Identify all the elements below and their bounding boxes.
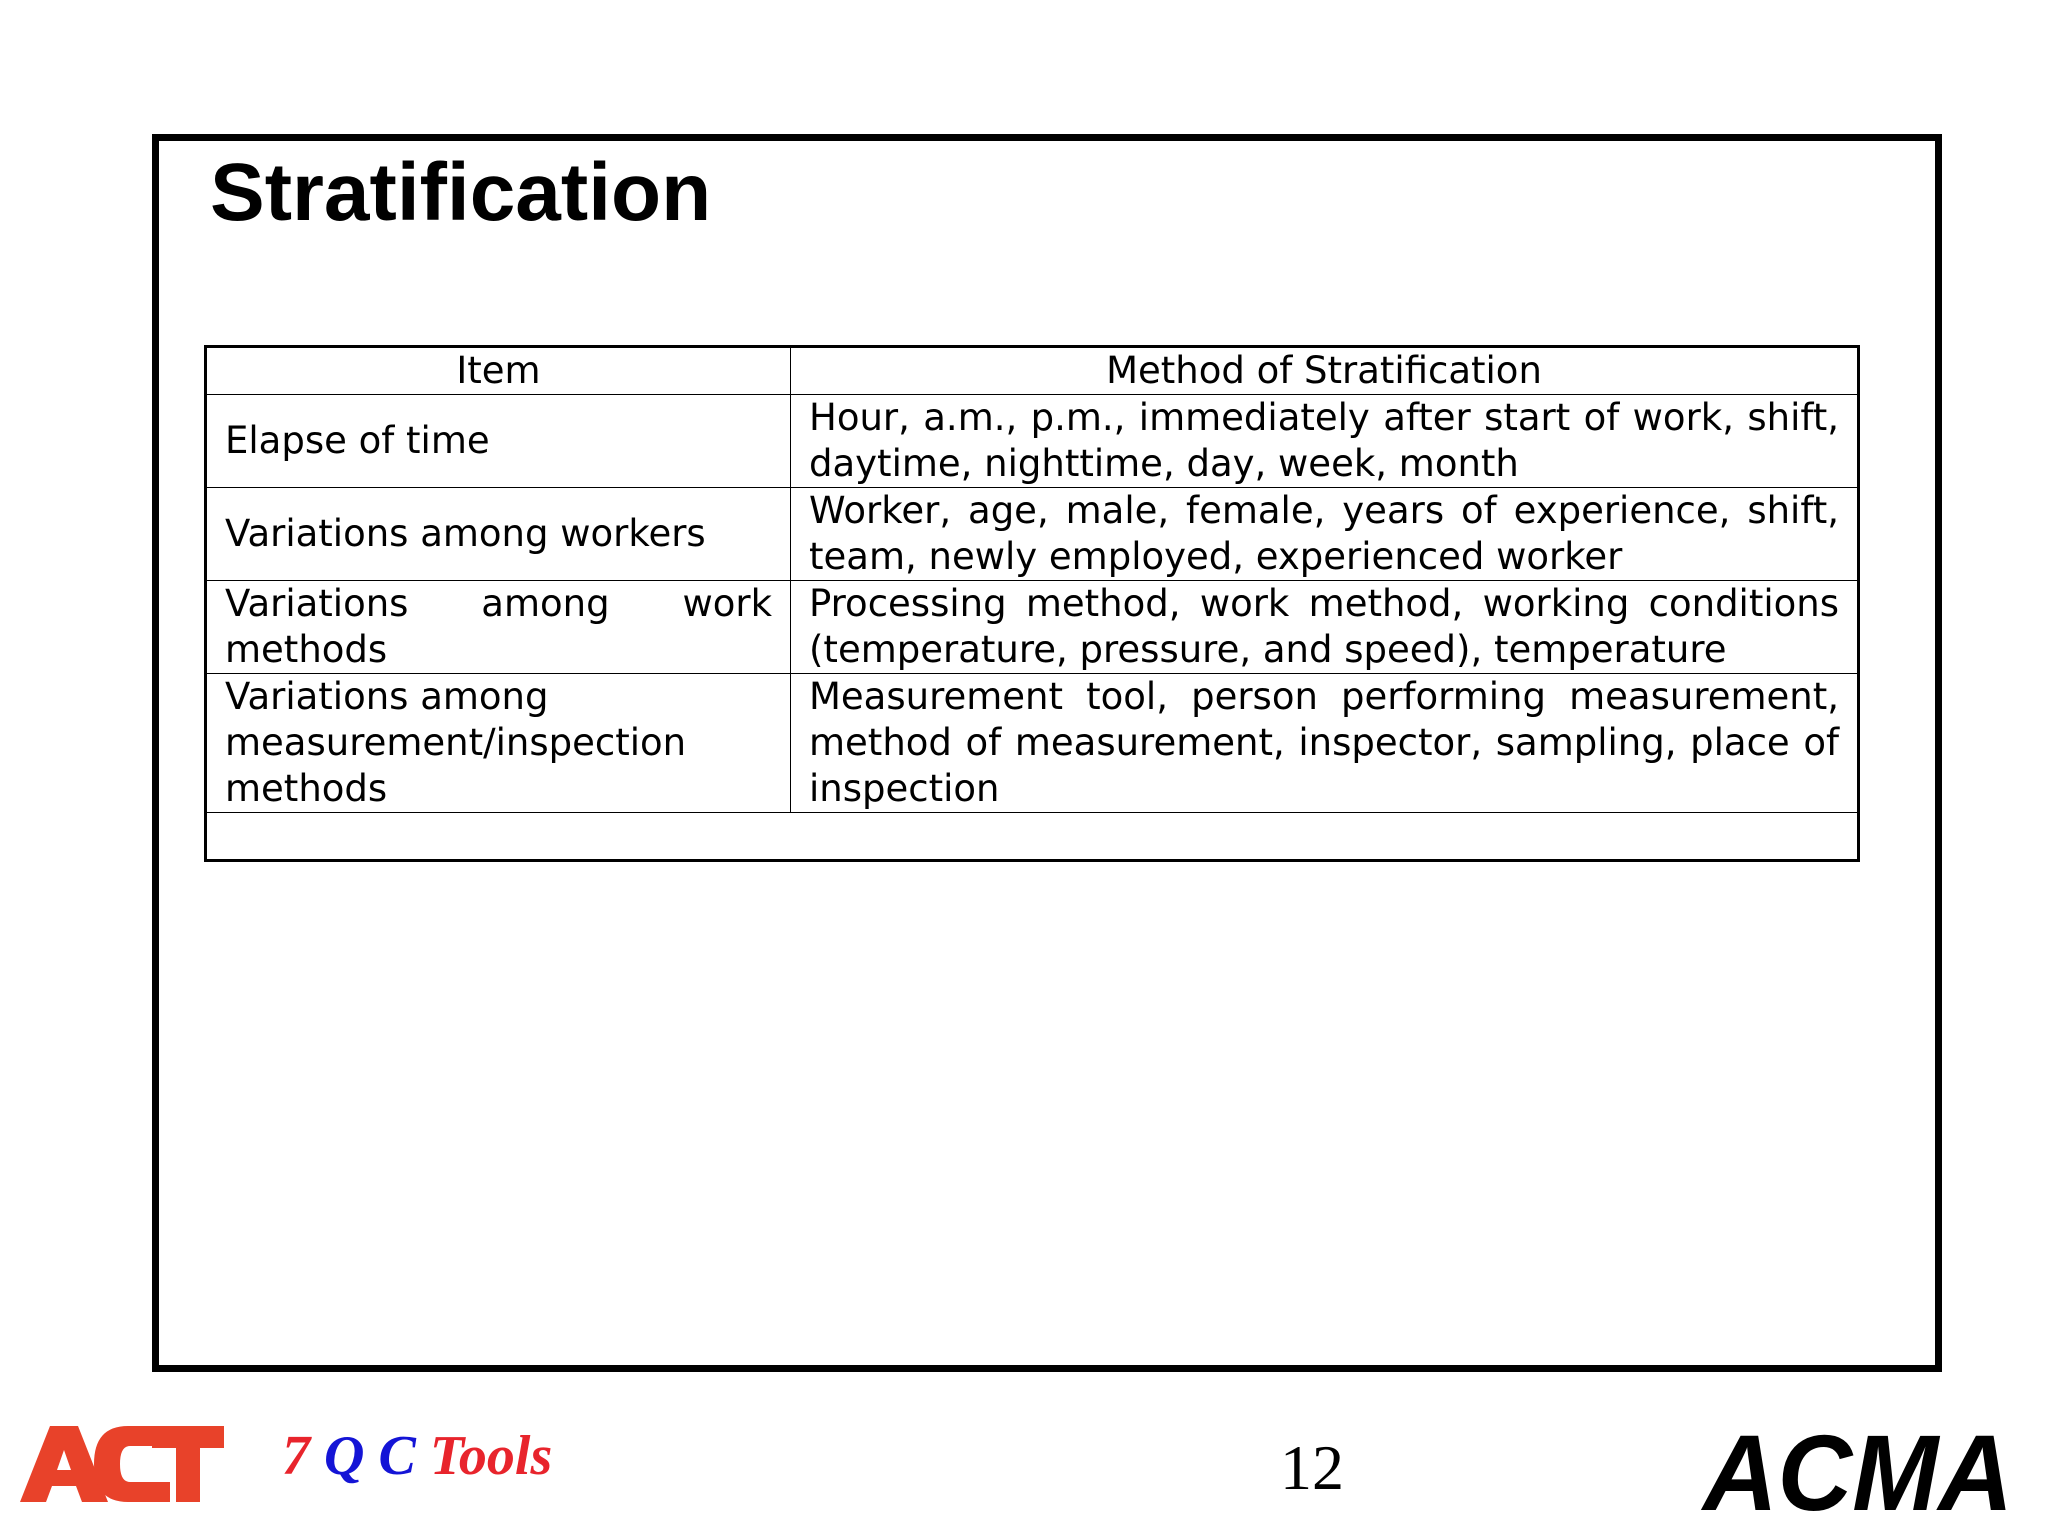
table-cell-empty [206, 813, 1859, 861]
acma-logo-text: ACMA [1700, 1426, 2013, 1518]
table-row-empty [206, 813, 1859, 861]
table-cell-method: Processing method, work method, working conditions (temperature, pressure, and speed), temperature [791, 581, 1859, 674]
header-item: Item [206, 347, 791, 395]
page-number: 12 [1280, 1432, 1344, 1503]
act-logo [20, 1422, 224, 1506]
table-cell-method: Measurement tool, person performing measurement, method of measurement, inspector, sampling, place of inspection [791, 674, 1859, 813]
table-cell-method: Worker, age, male, female, years of experience, shift, team, newly employed, experienced worker [791, 488, 1859, 581]
act-logo-text: ACT [20, 1422, 22, 1423]
table-cell-item: Elapse of time [206, 395, 791, 488]
table-header-row [206, 347, 1859, 395]
table-cell-item: Variations among measurement/inspection methods [206, 674, 791, 813]
tools-q: Q [324, 1425, 365, 1487]
table-cell-item: Variations among work methods [206, 581, 791, 674]
table-row [206, 488, 1859, 581]
stratification-table [204, 345, 1860, 862]
acma-logo [1700, 1426, 2016, 1518]
table-cell-method: Hour, a.m., p.m., immediately after start of work, shift, daytime, nighttime, day, week, month [791, 395, 1859, 488]
tools-word: Tools [429, 1425, 553, 1487]
slide-title: Stratification [210, 147, 712, 238]
table-row [206, 395, 1859, 488]
table-cell-item: Variations among workers [206, 488, 791, 581]
seven-qc-tools-label [282, 1425, 553, 1487]
table-row [206, 581, 1859, 674]
tools-c: C [378, 1425, 416, 1487]
tools-seven: 7 [282, 1425, 310, 1487]
table-row [206, 674, 1859, 813]
header-method: Method of Stratification [791, 347, 1859, 395]
